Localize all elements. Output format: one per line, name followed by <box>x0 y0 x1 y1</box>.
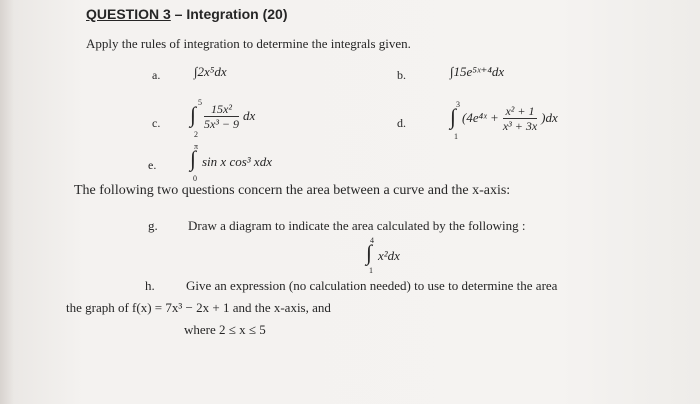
part-b-label: b. <box>397 68 406 82</box>
part-d-differential: )dx <box>541 110 558 126</box>
part-e-lower-limit: 0 <box>193 174 197 183</box>
part-c-upper-limit: 5 <box>198 98 202 107</box>
part-e-integral-sign: ∫ <box>190 146 197 171</box>
instruction-text: Apply the rules of integration to determine the integrals given. <box>86 36 411 51</box>
part-c-fraction <box>204 102 239 131</box>
part-g-integral-sign: ∫ <box>366 240 373 265</box>
part-d-label: d. <box>397 116 406 130</box>
part-d-denominator: x³ + 3x <box>502 119 538 133</box>
part-c-denominator: 5x³ − 9 <box>204 117 240 131</box>
part-a-label: a. <box>152 68 161 82</box>
part-g-lower-limit: 1 <box>369 266 373 275</box>
part-d-numerator: x² + 1 <box>503 104 537 119</box>
part-g-label: g. <box>148 218 158 233</box>
part-d-upper-limit: 3 <box>456 100 460 109</box>
part-g-text: Draw a diagram to indicate the area calculated by the following : <box>188 218 526 233</box>
part-d-integral-sign: ∫ <box>450 104 457 129</box>
part-h-line-2: the graph of f(x) = 7x³ − 2x + 1 and the x-axis, and <box>66 300 331 315</box>
part-c-differential: dx <box>243 108 256 124</box>
part-c-lower-limit: 2 <box>194 130 198 139</box>
part-e-integrand: sin x cos³ xdx <box>202 154 272 169</box>
question-heading: – Integration (20) <box>170 6 288 22</box>
part-h-label: h. <box>145 278 155 293</box>
part-a-integral: ∫2x⁵dx <box>194 64 227 79</box>
part-g-integrand: x²dx <box>378 248 400 263</box>
part-h-line-3: where 2 ≤ x ≤ 5 <box>184 322 266 337</box>
question-number: QUESTION 3 <box>86 6 171 22</box>
part-d-lower-limit: 1 <box>454 132 458 141</box>
part-e-upper-limit: π <box>194 142 199 151</box>
part-d-fraction <box>503 104 537 133</box>
question-title <box>86 6 287 22</box>
part-e-label: e. <box>148 158 157 172</box>
part-c-label: c. <box>152 116 161 130</box>
part-b-integral: ∫15e⁵ˣ⁺⁴dx <box>450 64 505 79</box>
part-c-integral-sign: ∫ <box>190 102 197 127</box>
part-c-numerator: 15x² <box>204 102 239 117</box>
part-h-line-1: Give an expression (no calculation needed) to use to determine the area <box>186 278 558 293</box>
part-g-upper-limit: 4 <box>370 236 374 245</box>
page-shadow-edge <box>0 0 14 404</box>
area-intro-text: The following two questions concern the area between a curve and the x-axis: <box>74 183 511 198</box>
part-d-exponential-term: (4e⁴ˣ + <box>462 110 499 126</box>
